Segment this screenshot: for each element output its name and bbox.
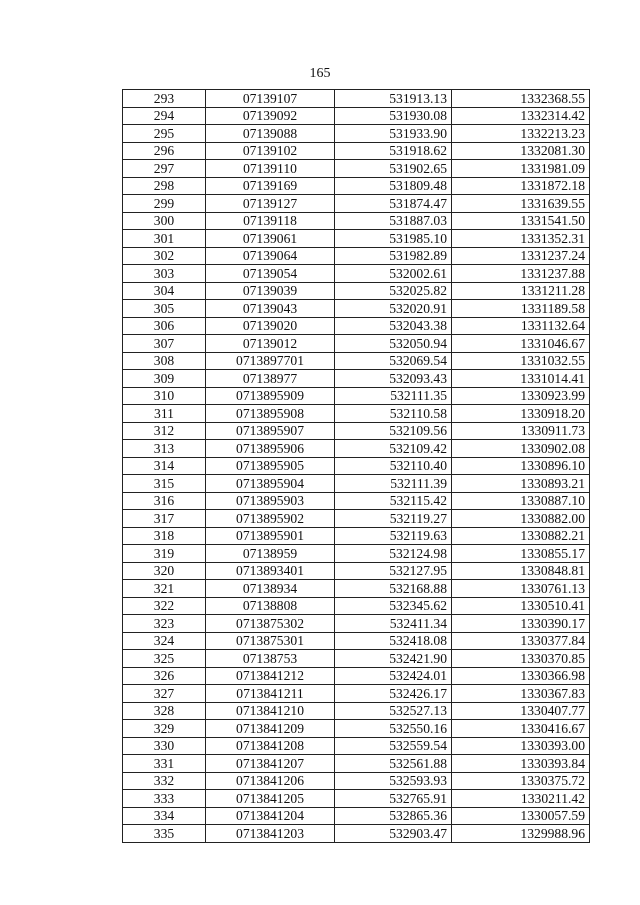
coordinate-y: 1330377.84 bbox=[452, 632, 590, 650]
row-number: 328 bbox=[123, 702, 206, 720]
row-number: 310 bbox=[123, 387, 206, 405]
row-number: 331 bbox=[123, 755, 206, 773]
table-row bbox=[123, 597, 590, 615]
coordinate-x: 532111.39 bbox=[335, 475, 452, 493]
coordinate-y: 1331541.50 bbox=[452, 212, 590, 230]
coordinate-x: 532110.40 bbox=[335, 457, 452, 475]
coordinate-y: 1330848.81 bbox=[452, 562, 590, 580]
coordinate-y: 1331237.88 bbox=[452, 265, 590, 283]
coordinate-y: 1331352.31 bbox=[452, 230, 590, 248]
coordinate-y: 1330882.21 bbox=[452, 527, 590, 545]
table-row bbox=[123, 527, 590, 545]
row-number: 334 bbox=[123, 807, 206, 825]
coordinate-x: 532559.54 bbox=[335, 737, 452, 755]
row-number: 300 bbox=[123, 212, 206, 230]
coordinate-y: 1330057.59 bbox=[452, 807, 590, 825]
row-number: 296 bbox=[123, 142, 206, 160]
table-row bbox=[123, 282, 590, 300]
point-id: 07138753 bbox=[206, 650, 335, 668]
coordinate-y: 1330407.77 bbox=[452, 702, 590, 720]
row-number: 325 bbox=[123, 650, 206, 668]
point-id: 0713895901 bbox=[206, 527, 335, 545]
row-number: 312 bbox=[123, 422, 206, 440]
row-number: 317 bbox=[123, 510, 206, 528]
coordinate-x: 531887.03 bbox=[335, 212, 452, 230]
point-id: 0713897701 bbox=[206, 352, 335, 370]
coordinate-y: 1330393.00 bbox=[452, 737, 590, 755]
row-number: 295 bbox=[123, 125, 206, 143]
row-number: 308 bbox=[123, 352, 206, 370]
coordinate-y: 1331981.09 bbox=[452, 160, 590, 178]
table-row bbox=[123, 807, 590, 825]
table-row bbox=[123, 702, 590, 720]
table-row bbox=[123, 265, 590, 283]
table-row bbox=[123, 422, 590, 440]
row-number: 326 bbox=[123, 667, 206, 685]
table-row bbox=[123, 335, 590, 353]
row-number: 318 bbox=[123, 527, 206, 545]
row-number: 305 bbox=[123, 300, 206, 318]
row-number: 297 bbox=[123, 160, 206, 178]
table-row bbox=[123, 457, 590, 475]
page-number: 165 bbox=[309, 66, 331, 81]
table-row bbox=[123, 650, 590, 668]
row-number: 294 bbox=[123, 107, 206, 125]
row-number: 330 bbox=[123, 737, 206, 755]
row-number: 299 bbox=[123, 195, 206, 213]
point-id: 0713841212 bbox=[206, 667, 335, 685]
point-id: 07139118 bbox=[206, 212, 335, 230]
row-number: 302 bbox=[123, 247, 206, 265]
row-number: 333 bbox=[123, 790, 206, 808]
table-row bbox=[123, 142, 590, 160]
point-id: 0713875302 bbox=[206, 615, 335, 633]
point-id: 07138959 bbox=[206, 545, 335, 563]
coordinate-y: 1330882.00 bbox=[452, 510, 590, 528]
point-id: 07139107 bbox=[206, 90, 335, 108]
coordinate-x: 532119.27 bbox=[335, 510, 452, 528]
table-row bbox=[123, 370, 590, 388]
coordinate-x: 531930.08 bbox=[335, 107, 452, 125]
coordinate-y: 1330887.10 bbox=[452, 492, 590, 510]
coordinate-y: 1330510.41 bbox=[452, 597, 590, 615]
coordinate-x: 532765.91 bbox=[335, 790, 452, 808]
table-row bbox=[123, 212, 590, 230]
coordinate-x: 531902.65 bbox=[335, 160, 452, 178]
coordinate-y: 1331639.55 bbox=[452, 195, 590, 213]
coordinate-y: 1330911.73 bbox=[452, 422, 590, 440]
coordinate-x: 532865.36 bbox=[335, 807, 452, 825]
table-row bbox=[123, 247, 590, 265]
coordinate-y: 1331872.18 bbox=[452, 177, 590, 195]
table-row bbox=[123, 352, 590, 370]
row-number: 323 bbox=[123, 615, 206, 633]
coordinate-y: 1330761.13 bbox=[452, 580, 590, 598]
coordinate-y: 1330211.42 bbox=[452, 790, 590, 808]
coordinate-y: 1331132.64 bbox=[452, 317, 590, 335]
row-number: 303 bbox=[123, 265, 206, 283]
coordinate-x: 532124.98 bbox=[335, 545, 452, 563]
coordinate-x: 531918.62 bbox=[335, 142, 452, 160]
point-id: 07139110 bbox=[206, 160, 335, 178]
point-id: 0713895905 bbox=[206, 457, 335, 475]
point-id: 07139127 bbox=[206, 195, 335, 213]
row-number: 311 bbox=[123, 405, 206, 423]
coordinate-x: 532119.63 bbox=[335, 527, 452, 545]
row-number: 293 bbox=[123, 90, 206, 108]
row-number: 298 bbox=[123, 177, 206, 195]
coordinate-y: 1330370.85 bbox=[452, 650, 590, 668]
table-row bbox=[123, 107, 590, 125]
point-id: 0713841211 bbox=[206, 685, 335, 703]
coordinate-y: 1332213.23 bbox=[452, 125, 590, 143]
point-id: 0713841208 bbox=[206, 737, 335, 755]
coordinate-y: 1330390.17 bbox=[452, 615, 590, 633]
coordinate-x: 532421.90 bbox=[335, 650, 452, 668]
point-id: 0713895903 bbox=[206, 492, 335, 510]
point-id: 0713841204 bbox=[206, 807, 335, 825]
table-row bbox=[123, 685, 590, 703]
row-number: 324 bbox=[123, 632, 206, 650]
row-number: 335 bbox=[123, 825, 206, 843]
coordinate-x: 532527.13 bbox=[335, 702, 452, 720]
table-row bbox=[123, 492, 590, 510]
coordinate-x: 532043.38 bbox=[335, 317, 452, 335]
table-row bbox=[123, 510, 590, 528]
coordinate-x: 532110.58 bbox=[335, 405, 452, 423]
coordinate-x: 532109.56 bbox=[335, 422, 452, 440]
table-row bbox=[123, 387, 590, 405]
point-id: 0713841206 bbox=[206, 772, 335, 790]
point-id: 07139012 bbox=[206, 335, 335, 353]
table-row bbox=[123, 720, 590, 738]
coordinate-x: 532426.17 bbox=[335, 685, 452, 703]
point-id: 07138934 bbox=[206, 580, 335, 598]
coordinate-y: 1332081.30 bbox=[452, 142, 590, 160]
coordinate-x: 531982.89 bbox=[335, 247, 452, 265]
row-number: 327 bbox=[123, 685, 206, 703]
table-row bbox=[123, 125, 590, 143]
coordinate-x: 532411.34 bbox=[335, 615, 452, 633]
coordinate-y: 1330896.10 bbox=[452, 457, 590, 475]
row-number: 313 bbox=[123, 440, 206, 458]
table-row bbox=[123, 317, 590, 335]
point-id: 07139092 bbox=[206, 107, 335, 125]
point-id: 07139061 bbox=[206, 230, 335, 248]
coordinate-y: 1330918.20 bbox=[452, 405, 590, 423]
table-row bbox=[123, 755, 590, 773]
point-id: 0713893401 bbox=[206, 562, 335, 580]
point-id: 07139039 bbox=[206, 282, 335, 300]
table-row bbox=[123, 160, 590, 178]
coordinate-y: 1330366.98 bbox=[452, 667, 590, 685]
table-row bbox=[123, 440, 590, 458]
coordinate-x: 532903.47 bbox=[335, 825, 452, 843]
coordinate-y: 1330855.17 bbox=[452, 545, 590, 563]
table-row bbox=[123, 405, 590, 423]
coordinate-y: 1331237.24 bbox=[452, 247, 590, 265]
coordinate-x: 532424.01 bbox=[335, 667, 452, 685]
coordinate-x: 532561.88 bbox=[335, 755, 452, 773]
row-number: 304 bbox=[123, 282, 206, 300]
coordinate-y: 1331046.67 bbox=[452, 335, 590, 353]
table-row bbox=[123, 545, 590, 563]
coordinate-x: 532127.95 bbox=[335, 562, 452, 580]
table-row bbox=[123, 300, 590, 318]
point-id: 0713841207 bbox=[206, 755, 335, 773]
coordinate-x: 531874.47 bbox=[335, 195, 452, 213]
table-row bbox=[123, 825, 590, 843]
coordinate-x: 532002.61 bbox=[335, 265, 452, 283]
point-id: 0713895909 bbox=[206, 387, 335, 405]
coordinate-x: 531809.48 bbox=[335, 177, 452, 195]
point-id: 0713895907 bbox=[206, 422, 335, 440]
coordinate-y: 1330375.72 bbox=[452, 772, 590, 790]
coordinate-y: 1330923.99 bbox=[452, 387, 590, 405]
table-row bbox=[123, 562, 590, 580]
point-id: 07139064 bbox=[206, 247, 335, 265]
coordinate-y: 1331014.41 bbox=[452, 370, 590, 388]
point-id: 0713841210 bbox=[206, 702, 335, 720]
point-id: 07138808 bbox=[206, 597, 335, 615]
point-id: 07139169 bbox=[206, 177, 335, 195]
point-id: 07139043 bbox=[206, 300, 335, 318]
table-row bbox=[123, 667, 590, 685]
point-id: 0713895906 bbox=[206, 440, 335, 458]
point-id: 07139020 bbox=[206, 317, 335, 335]
coordinate-y: 1330893.21 bbox=[452, 475, 590, 493]
coordinate-y: 1329988.96 bbox=[452, 825, 590, 843]
coordinate-y: 1332368.55 bbox=[452, 90, 590, 108]
point-id: 0713895904 bbox=[206, 475, 335, 493]
table-row bbox=[123, 475, 590, 493]
coordinate-x: 532050.94 bbox=[335, 335, 452, 353]
coordinate-y: 1331189.58 bbox=[452, 300, 590, 318]
coordinate-x: 531985.10 bbox=[335, 230, 452, 248]
table-row bbox=[123, 177, 590, 195]
row-number: 301 bbox=[123, 230, 206, 248]
table-row bbox=[123, 580, 590, 598]
row-number: 306 bbox=[123, 317, 206, 335]
coordinate-x: 531913.13 bbox=[335, 90, 452, 108]
row-number: 316 bbox=[123, 492, 206, 510]
row-number: 315 bbox=[123, 475, 206, 493]
point-id: 0713895902 bbox=[206, 510, 335, 528]
coordinate-x: 532020.91 bbox=[335, 300, 452, 318]
coordinate-x: 532111.35 bbox=[335, 387, 452, 405]
coordinate-y: 1330416.67 bbox=[452, 720, 590, 738]
table-row bbox=[123, 195, 590, 213]
point-id: 07139102 bbox=[206, 142, 335, 160]
coordinates-table bbox=[122, 89, 590, 843]
coordinate-y: 1330393.84 bbox=[452, 755, 590, 773]
coordinate-x: 532093.43 bbox=[335, 370, 452, 388]
coordinate-x: 532418.08 bbox=[335, 632, 452, 650]
table-row bbox=[123, 615, 590, 633]
coordinate-x: 532025.82 bbox=[335, 282, 452, 300]
point-id: 0713841209 bbox=[206, 720, 335, 738]
point-id: 07139054 bbox=[206, 265, 335, 283]
row-number: 332 bbox=[123, 772, 206, 790]
coordinate-y: 1331032.55 bbox=[452, 352, 590, 370]
point-id: 07139088 bbox=[206, 125, 335, 143]
coordinate-x: 532168.88 bbox=[335, 580, 452, 598]
coordinate-x: 532345.62 bbox=[335, 597, 452, 615]
coordinate-x: 531933.90 bbox=[335, 125, 452, 143]
row-number: 322 bbox=[123, 597, 206, 615]
coordinate-x: 532550.16 bbox=[335, 720, 452, 738]
row-number: 319 bbox=[123, 545, 206, 563]
row-number: 307 bbox=[123, 335, 206, 353]
point-id: 0713875301 bbox=[206, 632, 335, 650]
table-row bbox=[123, 737, 590, 755]
row-number: 309 bbox=[123, 370, 206, 388]
table-row bbox=[123, 230, 590, 248]
coordinate-y: 1330367.83 bbox=[452, 685, 590, 703]
coordinate-y: 1332314.42 bbox=[452, 107, 590, 125]
point-id: 0713895908 bbox=[206, 405, 335, 423]
row-number: 321 bbox=[123, 580, 206, 598]
row-number: 329 bbox=[123, 720, 206, 738]
point-id: 0713841203 bbox=[206, 825, 335, 843]
coordinate-x: 532109.42 bbox=[335, 440, 452, 458]
point-id: 07138977 bbox=[206, 370, 335, 388]
coordinate-x: 532115.42 bbox=[335, 492, 452, 510]
coordinate-y: 1331211.28 bbox=[452, 282, 590, 300]
coordinate-x: 532069.54 bbox=[335, 352, 452, 370]
row-number: 320 bbox=[123, 562, 206, 580]
table-row bbox=[123, 632, 590, 650]
coordinate-x: 532593.93 bbox=[335, 772, 452, 790]
table-row bbox=[123, 772, 590, 790]
point-id: 0713841205 bbox=[206, 790, 335, 808]
table-row bbox=[123, 90, 590, 108]
coordinate-y: 1330902.08 bbox=[452, 440, 590, 458]
table-row bbox=[123, 790, 590, 808]
row-number: 314 bbox=[123, 457, 206, 475]
